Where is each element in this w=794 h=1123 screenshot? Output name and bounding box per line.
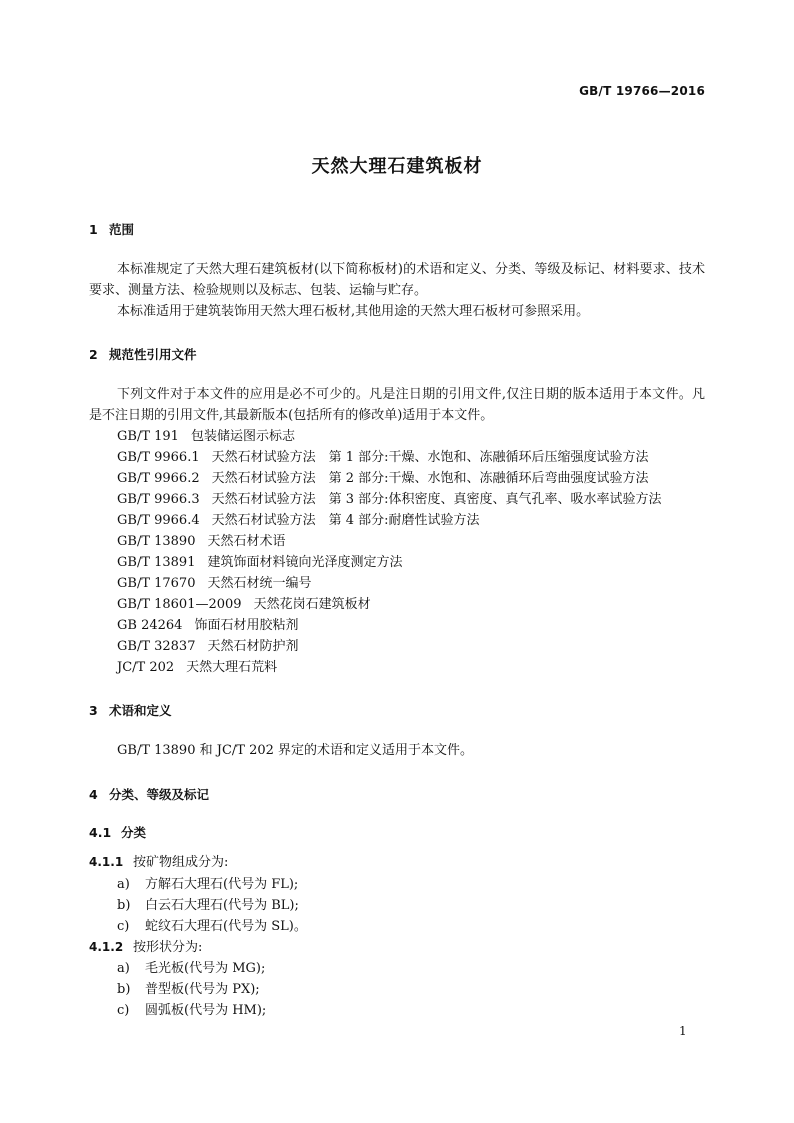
paragraph: 本标准规定了天然大理石建筑板材(以下简称板材)的术语和定义、分类、等级及标记、材料要求、技术要求、测量方法、检验规则以及标志、包装、运输与贮存。 xyxy=(89,262,705,298)
reference-item xyxy=(117,447,649,468)
subsection-title: 分类 xyxy=(121,825,147,840)
reference-title: 天然石材统一编号 xyxy=(207,576,312,591)
clause-number: 4.1.2 xyxy=(89,940,124,954)
list-mark: c) xyxy=(117,1003,130,1018)
reference-item xyxy=(117,531,286,552)
reference-code: GB/T 9966.3 xyxy=(117,492,200,507)
list-item xyxy=(117,979,260,1000)
list-mark: c) xyxy=(117,919,130,934)
list-text: 普型板(代号为 PX); xyxy=(145,982,260,997)
reference-title: 天然石材试验方法 第 1 部分:干燥、水饱和、冻融循环后压缩强度试验方法 xyxy=(211,450,649,465)
section-number: 1 xyxy=(89,222,98,237)
reference-item xyxy=(117,468,649,489)
section-2-heading xyxy=(89,345,197,363)
section-1-heading xyxy=(89,220,134,238)
standard-code: GB/T 19766—2016 xyxy=(579,84,705,98)
list-text: 毛光板(代号为 MG); xyxy=(145,961,266,976)
reference-title: 天然石材防护剂 xyxy=(207,639,299,654)
list-mark: a) xyxy=(117,961,130,976)
reference-code: GB/T 191 xyxy=(117,429,179,444)
reference-title: 天然石材试验方法 第 4 部分:耐磨性试验方法 xyxy=(211,513,480,528)
reference-item xyxy=(117,510,480,531)
document-title: 天然大理石建筑板材 xyxy=(311,156,483,177)
reference-code: GB/T 9966.2 xyxy=(117,471,200,486)
list-text: 白云石大理石(代号为 BL); xyxy=(145,898,299,913)
reference-code: GB/T 17670 xyxy=(117,576,196,591)
section-title: 范围 xyxy=(109,222,135,237)
reference-code: GB/T 13891 xyxy=(117,555,196,570)
reference-code: GB/T 32837 xyxy=(117,639,196,654)
list-item xyxy=(117,916,307,937)
reference-code: GB/T 18601—2009 xyxy=(117,597,242,612)
reference-item xyxy=(117,615,298,636)
reference-title: 建筑饰面材料镜向光泽度测定方法 xyxy=(207,555,403,570)
clause-4-1-2 xyxy=(89,937,202,958)
section-title: 分类、等级及标记 xyxy=(109,787,210,802)
subsection-number: 4.1 xyxy=(89,825,112,840)
reference-title: 饰面石材用胶粘剂 xyxy=(194,618,299,633)
clause-number: 4.1.1 xyxy=(89,855,124,869)
reference-item xyxy=(117,489,662,510)
reference-code: GB/T 9966.1 xyxy=(117,450,200,465)
list-text: 蛇纹石大理石(代号为 SL)。 xyxy=(145,919,307,934)
clause-4-1-1 xyxy=(89,852,228,873)
reference-title: 天然大理石荒料 xyxy=(186,660,278,675)
list-text: 方解石大理石(代号为 FL); xyxy=(145,877,299,892)
list-item xyxy=(117,874,298,895)
reference-title: 包装储运图示标志 xyxy=(190,429,295,444)
reference-title: 天然石材试验方法 第 2 部分:干燥、水饱和、冻融循环后弯曲强度试验方法 xyxy=(211,471,649,486)
list-item xyxy=(117,958,265,979)
list-mark: a) xyxy=(117,877,130,892)
paragraph: 下列文件对于本文件的应用是必不可少的。凡是注日期的引用文件,仅注日期的版本适用于本文件。凡是不注日期的引用文件,其最新版本(包括所有的修改单)适用于本文件。 xyxy=(89,387,705,423)
page-number: 1 xyxy=(679,1024,687,1038)
list-item xyxy=(117,1000,266,1021)
reference-item xyxy=(117,573,312,594)
reference-title: 天然石材术语 xyxy=(207,534,286,549)
reference-code: GB 24264 xyxy=(117,618,183,633)
list-mark: b) xyxy=(117,898,131,913)
section-4-heading xyxy=(89,785,209,803)
subsection-4-1-heading xyxy=(89,823,146,841)
reference-item xyxy=(117,426,295,447)
list-mark: b) xyxy=(117,982,131,997)
section-number: 2 xyxy=(89,347,98,362)
reference-title: 天然石材试验方法 第 3 部分:体积密度、真密度、真气孔率、吸水率试验方法 xyxy=(211,492,662,507)
clause-text: 按矿物组成分为: xyxy=(133,855,229,870)
reference-item xyxy=(117,636,299,657)
paragraph: 本标准适用于建筑装饰用天然大理石板材,其他用途的天然大理石板材可参照采用。 xyxy=(117,304,590,319)
section-title: 术语和定义 xyxy=(109,703,172,718)
reference-item xyxy=(117,657,277,678)
reference-code: GB/T 9966.4 xyxy=(117,513,200,528)
reference-title: 天然花岗石建筑板材 xyxy=(253,597,371,612)
reference-item xyxy=(117,552,403,573)
clause-text: 按形状分为: xyxy=(133,940,203,955)
reference-code: JC/T 202 xyxy=(117,660,175,675)
list-item xyxy=(117,895,299,916)
reference-code: GB/T 13890 xyxy=(117,534,196,549)
reference-item xyxy=(117,594,371,615)
section-3-heading xyxy=(89,701,172,719)
section-title: 规范性引用文件 xyxy=(109,347,197,362)
list-text: 圆弧板(代号为 HM); xyxy=(145,1003,267,1018)
section-number: 4 xyxy=(89,787,98,802)
paragraph: GB/T 13890 和 JC/T 202 界定的术语和定义适用于本文件。 xyxy=(117,743,474,758)
section-number: 3 xyxy=(89,703,98,718)
